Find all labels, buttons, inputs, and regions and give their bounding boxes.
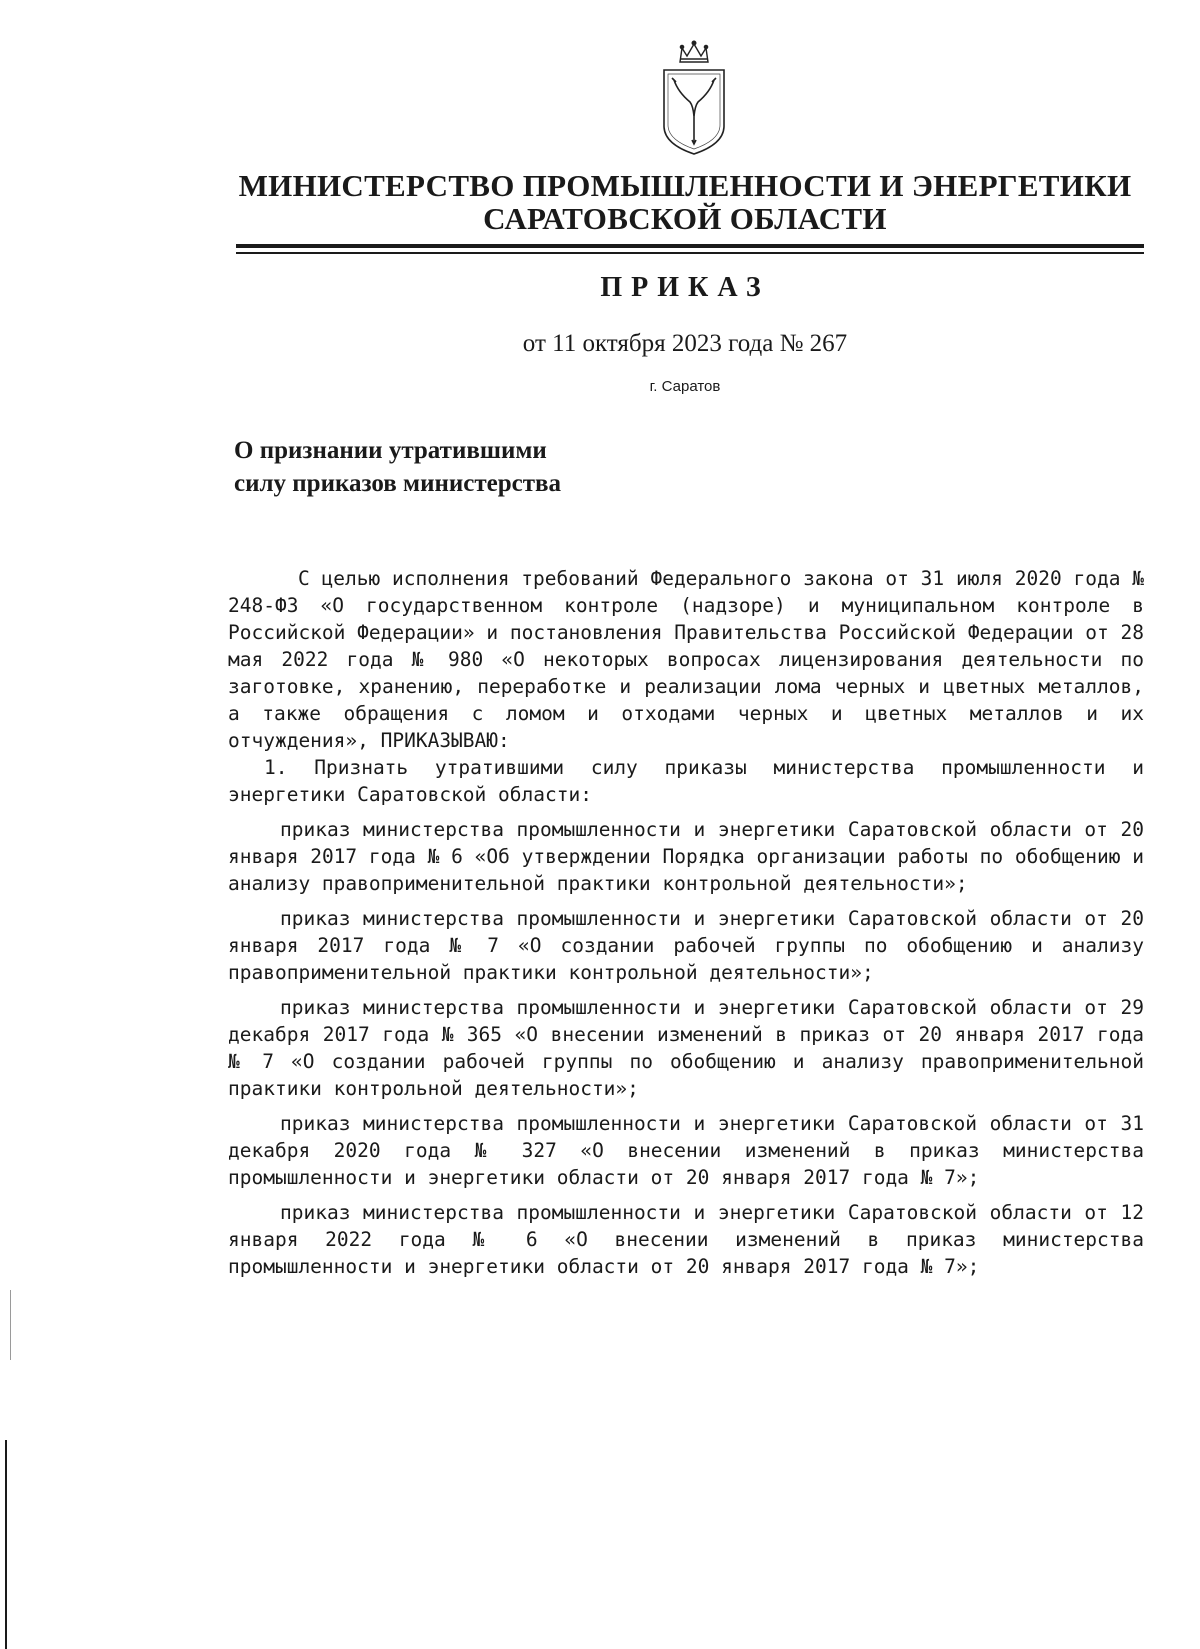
order-subject [234, 434, 561, 500]
repealed-order-item: приказ министерства промышленности и энергетики Саратовской области от 31 декабря 2020 года № 327 «О внесении изменений в приказ министерства промышленности и энергетики области от 20 января 2017 года № 7»; [228, 1112, 1144, 1189]
subject-line2: силу приказов министерства [234, 470, 562, 497]
header-divider-thin [236, 252, 1144, 254]
repealed-order-item: приказ министерства промышленности и энергетики Саратовской области от 29 декабря 2017 года № 365 «О внесении изменений в приказ от 20 января 2017 года № 7 «О создании рабочей группы по обобщению и анализу правоприменительной практики контрольной деятельности»; [228, 996, 1144, 1100]
repealed-order-item: приказ министерства промышленности и энергетики Саратовской области от 20 января 2017 года № 7 «О создании рабочей группы по обобщению и анализу правоприменительной практики контрольной деятельности»; [228, 907, 1144, 984]
scan-edge-mark [10, 1290, 11, 1360]
order-city: г. Саратов [649, 378, 721, 395]
subject-line1: О признании утратившими [234, 437, 547, 464]
point-1-paragraph: 1. Признать утратившими силу приказы министерства промышленности и энергетики Саратовской области: [228, 756, 1144, 806]
repealed-order-item: приказ министерства промышленности и энергетики Саратовской области от 12 января 2022 года № 6 «О внесении изменений в приказ министерства промышленности и энергетики области от 20 января 2017 года № 7»; [228, 1201, 1144, 1278]
order-title: ПРИКАЗ [600, 272, 770, 303]
ministry-name-line1: МИНИСТЕРСТВО ПРОМЫШЛЕННОСТИ И ЭНЕРГЕТИКИ [238, 168, 1132, 203]
preamble-paragraph: С целью исполнения требований Федерального закона от 31 июля 2020 года № 248-ФЗ «О государственном контроле (надзоре) и муниципальном контроле в Российской Федерации» и постановления Правительства Российской Федерации от 28 мая 2022 года № 980 «О некоторых вопросах лицензирования деятельности по заготовке, хранению, переработке и реализации лома черных и цветных металлов, а также обращения с ломом и отходами черных и цветных металлов и их отчуждения», ПРИКАЗЫВАЮ: [228, 567, 1144, 752]
scan-edge-line [5, 1440, 7, 1649]
ministry-name-line2: САРАТОВСКОЙ ОБЛАСТИ [483, 201, 887, 236]
header-divider-thick [236, 244, 1144, 248]
order-body [228, 565, 1144, 1280]
repealed-order-item: приказ министерства промышленности и энергетики Саратовской области от 20 января 2017 года № 6 «Об утверждении Порядка организации работы по обобщению и анализу правоприменительной практики контрольной деятельности»; [228, 818, 1144, 895]
coat-of-arms-icon [656, 40, 732, 158]
order-date-number: от 11 октября 2023 года № 267 [522, 330, 848, 357]
